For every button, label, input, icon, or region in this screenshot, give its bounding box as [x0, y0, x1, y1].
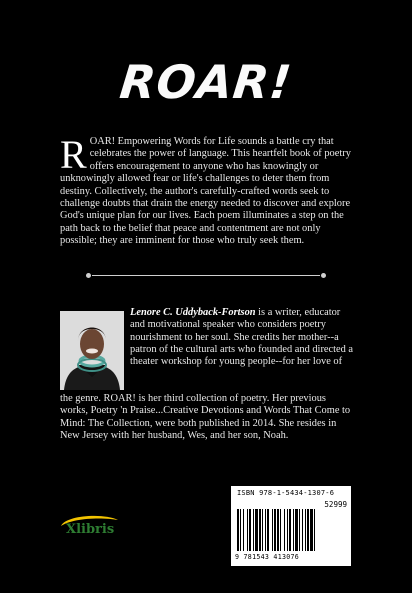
divider-dot-right [321, 273, 326, 278]
ornamental-divider [86, 273, 326, 279]
author-name: Lenore C. Uddyback-Fortson [130, 307, 256, 318]
bio-text-part1: is a writer, educator and motivational speaker who considers poetry nourishment to her soul. She credits her mother--a patron of the cultural arts who founded and directed a theater workshop for young people--for her love of [130, 307, 354, 368]
barcode-number: 9 781543 413076 [235, 553, 300, 561]
drop-cap: R [60, 132, 87, 177]
author-portrait-image [60, 311, 124, 390]
divider-dot-left [86, 273, 91, 278]
back-cover-blurb [60, 132, 352, 248]
price-code: 52999 [324, 500, 347, 509]
book-title: ROAR! [117, 55, 295, 109]
blurb-text: OAR! Empowering Words for Life sounds a battle cry that celebrates the power of language. This heartfelt book of poetry offers encouragement to anyone who has knowingly or unknowingly allowed fear or life's challenges to deter them from destiny. Collectively, the author's carefully-crafted words seek to challenge doubts that drain the energy needed to discover and explore God's unique plan for our lives. Each poem illuminates a step on the path back to the belief that peace and contentment are not only possible; they are imminent for those who truly seek them. [60, 136, 351, 247]
divider-line [92, 275, 320, 276]
author-bio-top [130, 307, 356, 368]
isbn-label: ISBN 978-1-5434-1307-6 [237, 489, 335, 497]
publisher-name: Xlibris [66, 522, 115, 537]
xlibris-logo-icon [58, 513, 122, 537]
barcode-bars [237, 509, 345, 551]
author-bio-rest: the genre. ROAR! is her third collection of poetry. Her previous works, Poetry 'n Praise...Creative Devotions and Words That Come to Mind: The Collection, were both published in 2014. She resides in New Jersey with her husband, Wes, and her son, Noah. [60, 393, 351, 441]
isbn-barcode [231, 486, 351, 566]
author-photo [60, 311, 124, 390]
publisher-logo [58, 513, 122, 537]
